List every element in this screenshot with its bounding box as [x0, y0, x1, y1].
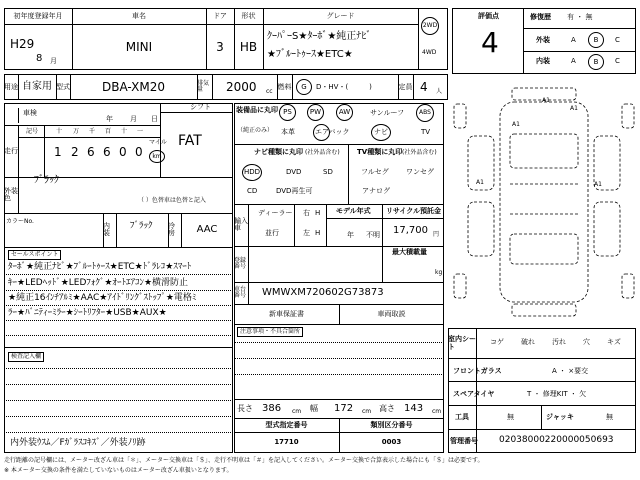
- sales-point-line-3: ★純正16ｲﾝﾁｱﾙﾐ★AAC★ｱｲﾄﾞﾘﾝｸﾞｽﾄｯﾌﾟ★電格ﾐ: [8, 293, 197, 303]
- tools-value: 無: [507, 413, 514, 421]
- shift-value: FAT: [178, 133, 202, 149]
- interior-label: 内装: [103, 222, 110, 237]
- width-value: 172: [334, 403, 354, 414]
- front-glass-label: フロントガラス: [453, 367, 502, 375]
- model-label: 型式: [56, 82, 70, 91]
- class-number-value: 0003: [381, 438, 402, 446]
- door-label: ドア: [213, 11, 227, 20]
- drive-4wd: 4WD: [422, 49, 437, 56]
- fuel-gasoline-circled: G: [296, 79, 312, 95]
- equipment-label: 装備品に丸印: [236, 106, 278, 114]
- drive-2wd-circled: 2WD: [421, 17, 439, 35]
- exterior-label: 外装色: [4, 187, 18, 202]
- equip-aw-circled: AW: [336, 104, 353, 121]
- exterior-color-value: ﾌﾞﾗｯｸ: [34, 175, 59, 186]
- import-left: 左: [303, 229, 310, 237]
- import-dealer: ディーラー: [258, 209, 293, 217]
- mileage-hdr-sen: 千: [89, 128, 96, 135]
- tv-type-sub: (社外品含む): [402, 149, 437, 156]
- mileage-hdr-ichi: 一: [137, 128, 144, 135]
- length-value: 386: [262, 403, 282, 414]
- navi-dvd-play: DVD再生可: [276, 187, 313, 195]
- fuel-options: D・HV・( ): [316, 83, 372, 91]
- mileage-digit-6: 0: [135, 145, 143, 159]
- equipment-sublabel: （純正のみ）: [237, 127, 274, 134]
- import-right: 右: [303, 209, 310, 217]
- exterior-grade-a: A: [571, 36, 576, 44]
- import-left-h: H: [315, 229, 321, 237]
- management-number-label: 管理番号: [450, 437, 478, 445]
- sales-point-line-1: ﾀｰﾎﾞ★純正ﾅﾋﾞ★ﾌﾞﾙｰﾄｩｰｽ★ETC★ﾄﾞﾗﾚｺ★ｽﾏｰﾄ: [8, 262, 192, 272]
- navi-hdd-circled: HDD: [242, 164, 262, 181]
- inspection-month: 月: [130, 115, 137, 123]
- seat-item-burn: コゲ: [490, 338, 504, 346]
- mileage-hdr-10man: 十: [56, 128, 63, 135]
- tools-label: 工具: [455, 413, 469, 421]
- damage-mark-3: A1: [512, 121, 520, 128]
- cc-unit: cc: [266, 88, 273, 95]
- equip-airbag: エアバック: [315, 128, 350, 136]
- front-glass-value: A ・ ×要交: [552, 367, 589, 375]
- width-unit: cm: [362, 408, 372, 415]
- equip-ps-circled: PS: [279, 104, 296, 121]
- displacement-label: 排気量: [197, 80, 210, 93]
- interior-color-value: ﾌﾞﾗｯｸ: [130, 221, 153, 231]
- mileage-hdr-juu: 十: [121, 128, 128, 135]
- reg-month: 8: [36, 53, 43, 64]
- seat-label: 室内シート: [448, 334, 476, 351]
- length-label: 長さ: [237, 404, 253, 413]
- jack-label: ジャッキ: [546, 413, 574, 421]
- mile-unit: マイル: [149, 139, 167, 146]
- equip-sunroof: サンルーフ: [370, 109, 405, 117]
- color-no-label: カラーNo.: [6, 218, 34, 225]
- navi-cd: CD: [247, 187, 258, 195]
- tv-fullseg: フルセグ: [361, 168, 389, 176]
- navi-sd: SD: [323, 168, 333, 176]
- capacity-unit: 人: [436, 88, 443, 95]
- chassis-label: 車台番号: [234, 286, 247, 299]
- score-value: 4: [481, 26, 499, 59]
- seat-item-stain: 汚れ: [552, 338, 566, 346]
- seat-item-tear: 破れ: [521, 338, 535, 346]
- tv-analog: アナログ: [362, 187, 390, 195]
- inspection-day: 日: [151, 115, 158, 123]
- model-year-label: モデル年式: [336, 207, 371, 215]
- max-load-unit: kg: [435, 269, 443, 276]
- exterior-grade-label: 外装: [536, 36, 550, 44]
- height-label: 高さ: [379, 404, 395, 413]
- equip-abs-circled: ABS: [416, 104, 434, 122]
- mileage-digit-4: 6: [103, 145, 111, 159]
- mileage-digit-5: 0: [119, 145, 127, 159]
- grade-label: グレード: [326, 11, 355, 20]
- fuel-label: 燃料: [277, 82, 292, 91]
- model-year-year: 年: [347, 231, 354, 239]
- spare-tire-value: T ・ 修理KIT ・ 欠: [527, 390, 587, 398]
- sales-point-line-2: ｷｰ★LEDﾍｯﾄﾞ★LEDﾌｫｸﾞ★ｵｰﾄｴｱｺﾝ★横滑防止: [8, 278, 189, 288]
- mileage-label: 走行: [4, 146, 18, 155]
- inspection-label: 車検: [23, 108, 37, 117]
- ac-value: AAC: [196, 224, 218, 235]
- exterior-note: （ ）色替車は色替と記入: [138, 197, 206, 204]
- doors-value: 3: [216, 40, 224, 54]
- mileage-digit-2: 2: [71, 145, 79, 159]
- grade-line-2: ★ﾌﾞﾙｰﾄｩｰｽ★ETC★: [267, 49, 353, 60]
- import-parallel: 並行: [265, 229, 279, 237]
- km-unit-circled: km: [149, 150, 165, 163]
- navi-type-label: ナビ種類に丸印: [254, 148, 303, 156]
- management-number-value: 02038000220000050693: [499, 435, 614, 445]
- chassis-value: WMWXM720602G73873: [262, 287, 384, 298]
- recycle-unit: 円: [433, 231, 440, 238]
- recycle-value: 17,700: [393, 225, 428, 236]
- damage-mark-4: A1: [476, 179, 484, 186]
- ac-label: 冷房: [168, 222, 175, 237]
- repair-history-options: 有 ・ 無: [567, 13, 593, 21]
- seat-item-hole: 穴: [583, 338, 590, 346]
- type-number-label: 型式指定番号: [265, 420, 308, 429]
- reg-date-label: 初年度登録年月: [13, 11, 63, 20]
- car-name-value: MINI: [125, 40, 153, 54]
- shift-label: シフト: [190, 103, 211, 111]
- inspector-label: 検査記入欄: [8, 352, 44, 362]
- mileage-hdr-man: 万: [73, 128, 80, 135]
- damage-mark-2: A1: [570, 105, 578, 112]
- equip-leather: 本革: [281, 128, 295, 136]
- interior-grade-label: 内装: [536, 57, 550, 65]
- sales-point-label: セールスポイント: [8, 250, 61, 260]
- displacement-value: 2000: [226, 80, 257, 94]
- sales-point-line-4: ﾗｰ★ﾊﾞﾆﾃｨｰﾐﾗｰ★ｼｰﾄﾘﾌﾀｰ★USB★AUX★: [8, 308, 167, 318]
- damage-mark-1: A1: [542, 97, 550, 104]
- damage-mark-5: A1: [594, 181, 602, 188]
- grade-line-1: ｸｰﾊﾟｰS★ﾀｰﾎﾞ★純正ﾅﾋﾞ: [267, 31, 372, 42]
- score-label: 評価点: [478, 12, 499, 20]
- interior-grade-c: C: [615, 57, 620, 65]
- inspector-bottom-note: 内外装ｳｽﾑ／Fｶﾞﾗｽｺｷｽﾞ／外装ﾉﾘ跡: [10, 438, 146, 448]
- exterior-grade-c: C: [615, 36, 620, 44]
- mileage-hdr-hyaku: 百: [105, 128, 112, 135]
- month-unit: 月: [50, 57, 57, 65]
- model-value: DBA-XM20: [102, 80, 165, 94]
- footer-note-1: 走行距離の記号欄には、メーター改ざん車は「＊」、メーター交換車は「＄」、走行不明車は「＃」を記入してください。メーター交換で合算表示した場合にも「＄」は必要です。: [4, 457, 484, 464]
- notes-label: 注意事項・不具合箇所: [237, 327, 303, 337]
- height-value: 143: [404, 403, 424, 414]
- equip-navi-circled: ナビ: [371, 124, 391, 141]
- capacity-label: 定員: [398, 82, 413, 91]
- max-load-label: 最大積載量: [392, 248, 427, 256]
- reg-year: H29: [10, 37, 35, 51]
- shape-value: HB: [239, 40, 258, 54]
- spare-tire-label: スペアタイヤ: [453, 390, 495, 398]
- interior-grade-b-circled: B: [588, 54, 604, 70]
- type-number-value: 17710: [274, 438, 299, 446]
- inspection-year: 年: [106, 115, 113, 123]
- height-unit: cm: [432, 408, 442, 415]
- recycle-label: リサイクル預託金: [386, 207, 442, 215]
- usage-value: 自家用: [22, 81, 52, 92]
- import-label: 輸入車: [234, 217, 248, 232]
- shape-label: 形状: [241, 11, 256, 20]
- width-label: 幅: [310, 404, 318, 413]
- registration-number-label: 登録番号: [234, 257, 247, 270]
- exterior-grade-b-circled: B: [588, 32, 604, 48]
- usage-label: 用途: [4, 82, 18, 91]
- navi-type-sub: (社外品含む): [305, 149, 340, 156]
- seat-item-scratch: キズ: [607, 338, 621, 346]
- mileage-digit-1: 1: [54, 145, 62, 159]
- class-number-label: 類別区分番号: [370, 420, 413, 429]
- car-damage-diagram: [452, 84, 636, 320]
- car-body-outline: [454, 88, 634, 316]
- footer-note-2: ※ 本メーター交換の条件を満たしていないものはメーター改ざん車扱いとなります。: [4, 467, 233, 474]
- navi-dvd: DVD: [286, 168, 302, 176]
- vehicle-manual: 車両取説: [377, 309, 406, 318]
- mileage-digit-3: 6: [87, 145, 95, 159]
- model-year-unknown: 不明: [366, 231, 380, 239]
- equip-pw-circled: PW: [307, 104, 324, 121]
- length-unit: cm: [292, 408, 302, 415]
- tv-oneseg: ワンセグ: [406, 168, 434, 176]
- jack-value: 無: [606, 413, 613, 421]
- car-name-label: 車名: [132, 11, 146, 20]
- new-car-warranty: 新車保証書: [269, 309, 304, 318]
- capacity-value: 4: [420, 80, 428, 94]
- import-right-h: H: [315, 209, 321, 217]
- tv-type-label: TV種類に丸印: [357, 148, 403, 156]
- repair-history-label: 修復歴: [530, 13, 551, 21]
- mileage-hdr-code: 記号: [26, 128, 39, 135]
- equip-tv: TV: [421, 128, 431, 136]
- interior-grade-a: A: [571, 57, 576, 65]
